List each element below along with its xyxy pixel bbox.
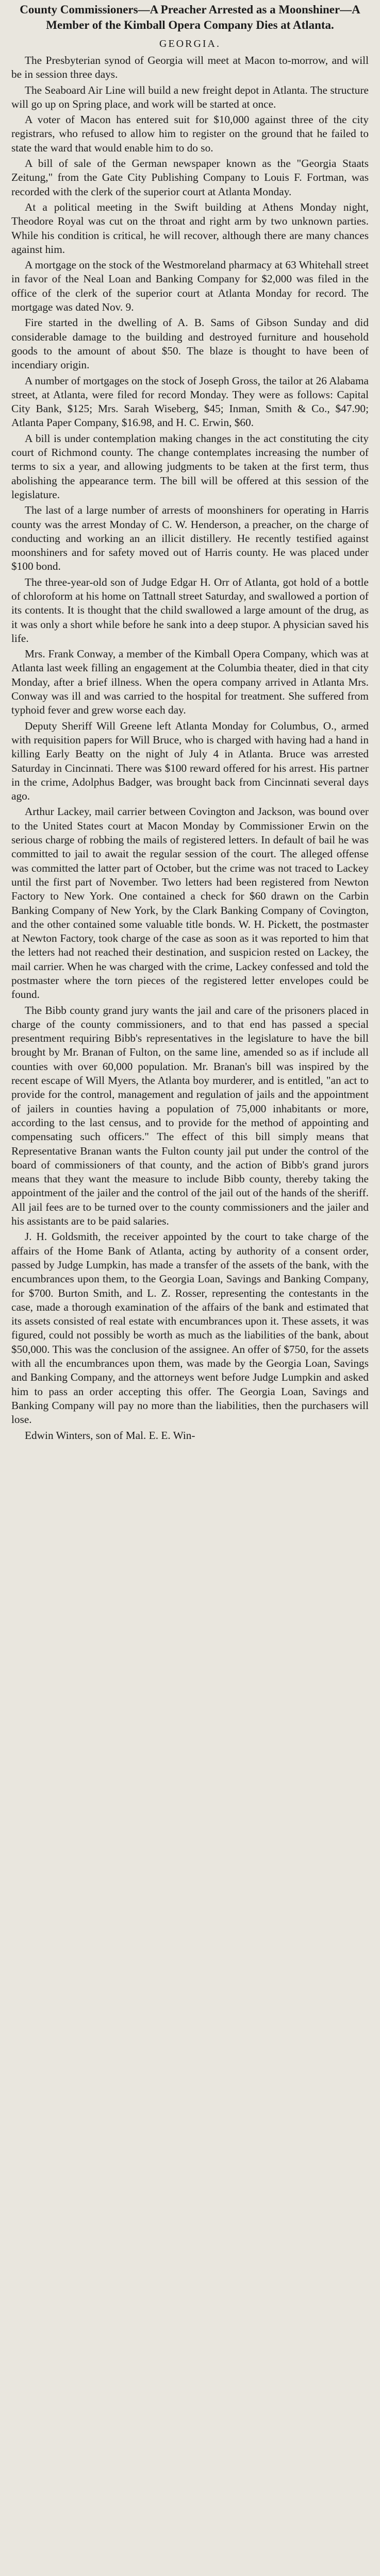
article-headline: County Commissioners—A Preacher Arrested as a Moonshiner—A Member of the Kimball Opera Company Dies at Atlanta.: [20, 3, 360, 31]
article-paragraph: The last of a large number of arrests of moonshiners for operating in Harris county was the arrest Monday of C. W. Henderson, a preacher, on the charge of conducting and working an an illicit distillery. He recently testified against moonshiners and for safety moved out of Harris county. He was placed under $100 bond.: [11, 504, 369, 573]
article-paragraph: Fire started in the dwelling of A. B. Sams of Gibson Sunday and did considerable damage to the building and destroyed furniture and household goods to the amount of about $50. The blaze is thought to have been of incendiary origin.: [11, 316, 369, 371]
article-paragraph: Deputy Sheriff Will Greene left Atlanta Monday for Columbus, O., armed with requisition papers for Will Bruce, who is charged with having had a hand in killing Early Beatty on the night of July 4 in Atlanta. Bruce was arrested Saturday in Cincinnati. There was $100 reward offered for his arrest. His partner in the crime, Adolphus Badger, was brought back from Cincinnati several days ago.: [11, 719, 369, 803]
article-paragraph: A mortgage on the stock of the Westmoreland pharmacy at 63 Whitehall street in favor of the Neal Loan and Banking Company for $2,000 was filed in the office of the clerk of the superior court at Atlanta Monday for record. The mortgage was dated Nov. 9.: [11, 259, 369, 314]
article-paragraph: Arthur Lackey, mail carrier between Covington and Jackson, was bound over to the United States court at Macon Monday by Commissioner Erwin on the serious charge of robbing the mails of registered letters. In default of bail he was committed to jail to await the regular session of the court. The alleged offense was committed the latter part of October, but the crime was not traced to Lackey until the first part of November. Two letters had been registered from Newton Factory to New York. One contained a check for $60 drawn on the Carbin Banking Company of New York, by the Clark Banking Company of Covington, and the other contained some valuable title bonds. W. H. Pickett, the postmaster at Newton Factory, took charge of the case as soon as it was reported to him that the letters had not reached their destination, and suspicion rested on Lackey, the mail carrier. When he was charged with the crime, Lackey confessed and told the postmaster where the torn pieces of the registered letter envelopes could be found.: [11, 805, 369, 1001]
article-paragraph: At a political meeting in the Swift building at Athens Monday night, Theodore Royal was cut on the throat and right arm by two unknown parties. While his condition is critical, he will recover, although there are many chances against him.: [11, 200, 369, 256]
article-paragraph: J. H. Goldsmith, the receiver appointed by the court to take charge of the affairs of the Home Bank of Atlanta, acting by authority of a consent order, passed by Judge Lumpkin, has made a transfer of the assets of the bank, with the encumbrances upon them, to the Georgia Loan, Savings and Banking Company, for $700. Burton Smith, and L. Z. Rosser, representing the contestants in the case, made a thorough examination of the affairs of the bank and estimated that its assets consisted of real estate with encumbrances upon it. These assets, it was figured, could not possibly be worth as much as the liabilities of the bank, about $50,000. This was the conclusion of the assignee. An offer of $750, for the assets with all the encumbrances upon them, was made by the Georgia Loan, Savings and Banking Company, and the attorneys went before Judge Lumpkin and asked him to pass an order accepting this offer. The Georgia Loan, Savings and Banking Company will pay no more than the liabilities, then the purchasers will lose.: [11, 1230, 369, 1426]
dateline: GEORGIA.: [159, 38, 221, 49]
article-paragraph: A bill is under contemplation making changes in the act constituting the city court of Richmond county. The change contemplates increasing the number of terms to six a year, and allowing judgments to be taken at the first term, thus abolishing the appearance term. The bill will be offered at this session of the legislature.: [11, 432, 369, 501]
article-paragraph: A number of mortgages on the stock of Joseph Gross, the tailor at 26 Alabama street, at Atlanta, were filed for record Monday. They were as follows: Capital City Bank, $125; Mrs. Sarah Wiseberg, $45; Inman, Smith & Co., $47.90; Atlanta Paper Company, $16.98, and H. C. Erwin, $60.: [11, 374, 369, 429]
article-paragraph: The three-year-old son of Judge Edgar H. Orr of Atlanta, got hold of a bottle of chloroform at his home on Tattnall street Saturday, and swallowed a portion of its contents. It is thought that the child swallowed a large amount of the drug, as it was only a short while before he sank into a deep stupor. A physician saved his life.: [11, 575, 369, 645]
article-paragraph: A voter of Macon has entered suit for $10,000 against three of the city registrars, who refused to allow him to register on the ground that he failed to state the ward that would enable him to do so.: [11, 113, 369, 154]
article-paragraph-continued: Edwin Winters, son of Mal. E. E. Win-: [25, 1429, 195, 1442]
article-paragraph: The Presbyterian synod of Georgia will meet at Macon to-morrow, and will be in session three days.: [11, 54, 369, 81]
article-paragraph: Mrs. Frank Conway, a member of the Kimball Opera Company, which was at Atlanta last week filling an engagement at the Columbia theater, died in that city Monday, after a brief illness. When the opera company arrived in Atlanta Mrs. Conway was ill and was carried to the hospital for treatment. She suffered from typhoid fever and grew worse each day.: [11, 648, 369, 717]
article-paragraph: A bill of sale of the German newspaper known as the "Georgia Staats Zeitung," from the Gate City Publishing Company to Louis F. Fortman, was recorded with the clerk of the superior court at Atlanta Monday.: [11, 157, 369, 198]
article-paragraph: The Bibb county grand jury wants the jail and care of the prisoners placed in charge of the county commissioners, and to that end has passed a special presentment requiring Bibb's representatives in the legislature to have the bill brought by Mr. Branan of Fulton, on the same line, amended so as if include all counties with over 60,000 population. Mr. Branan's bill was inspired by the recent escape of Will Myers, the Atlanta boy murderer, and is entitled, "an act to provide for the control, management and regulation of jails and the appointment of jailers in counties having a population of 75,000 inhabitants or more, according to the last census, and to provide for the method of appointing and compensating such officers." The effect of this bill simply means that Representative Branan wants the Fulton county jail put under the control of the board of commissioners of that county, and the action of Bibb's grand jurors means that they want the measure to include Bibb county, thereby taking the appointment of the jailer and the control of the jail out of the hands of the sheriff. All jail fees are to be turned over to the county commissioners and the jailer and his assistants are to be paid salaries.: [11, 1004, 369, 1228]
article-paragraph: The Seaboard Air Line will build a new freight depot in Atlanta. The structure will go up on Spring place, and work will be started at once.: [11, 83, 369, 110]
